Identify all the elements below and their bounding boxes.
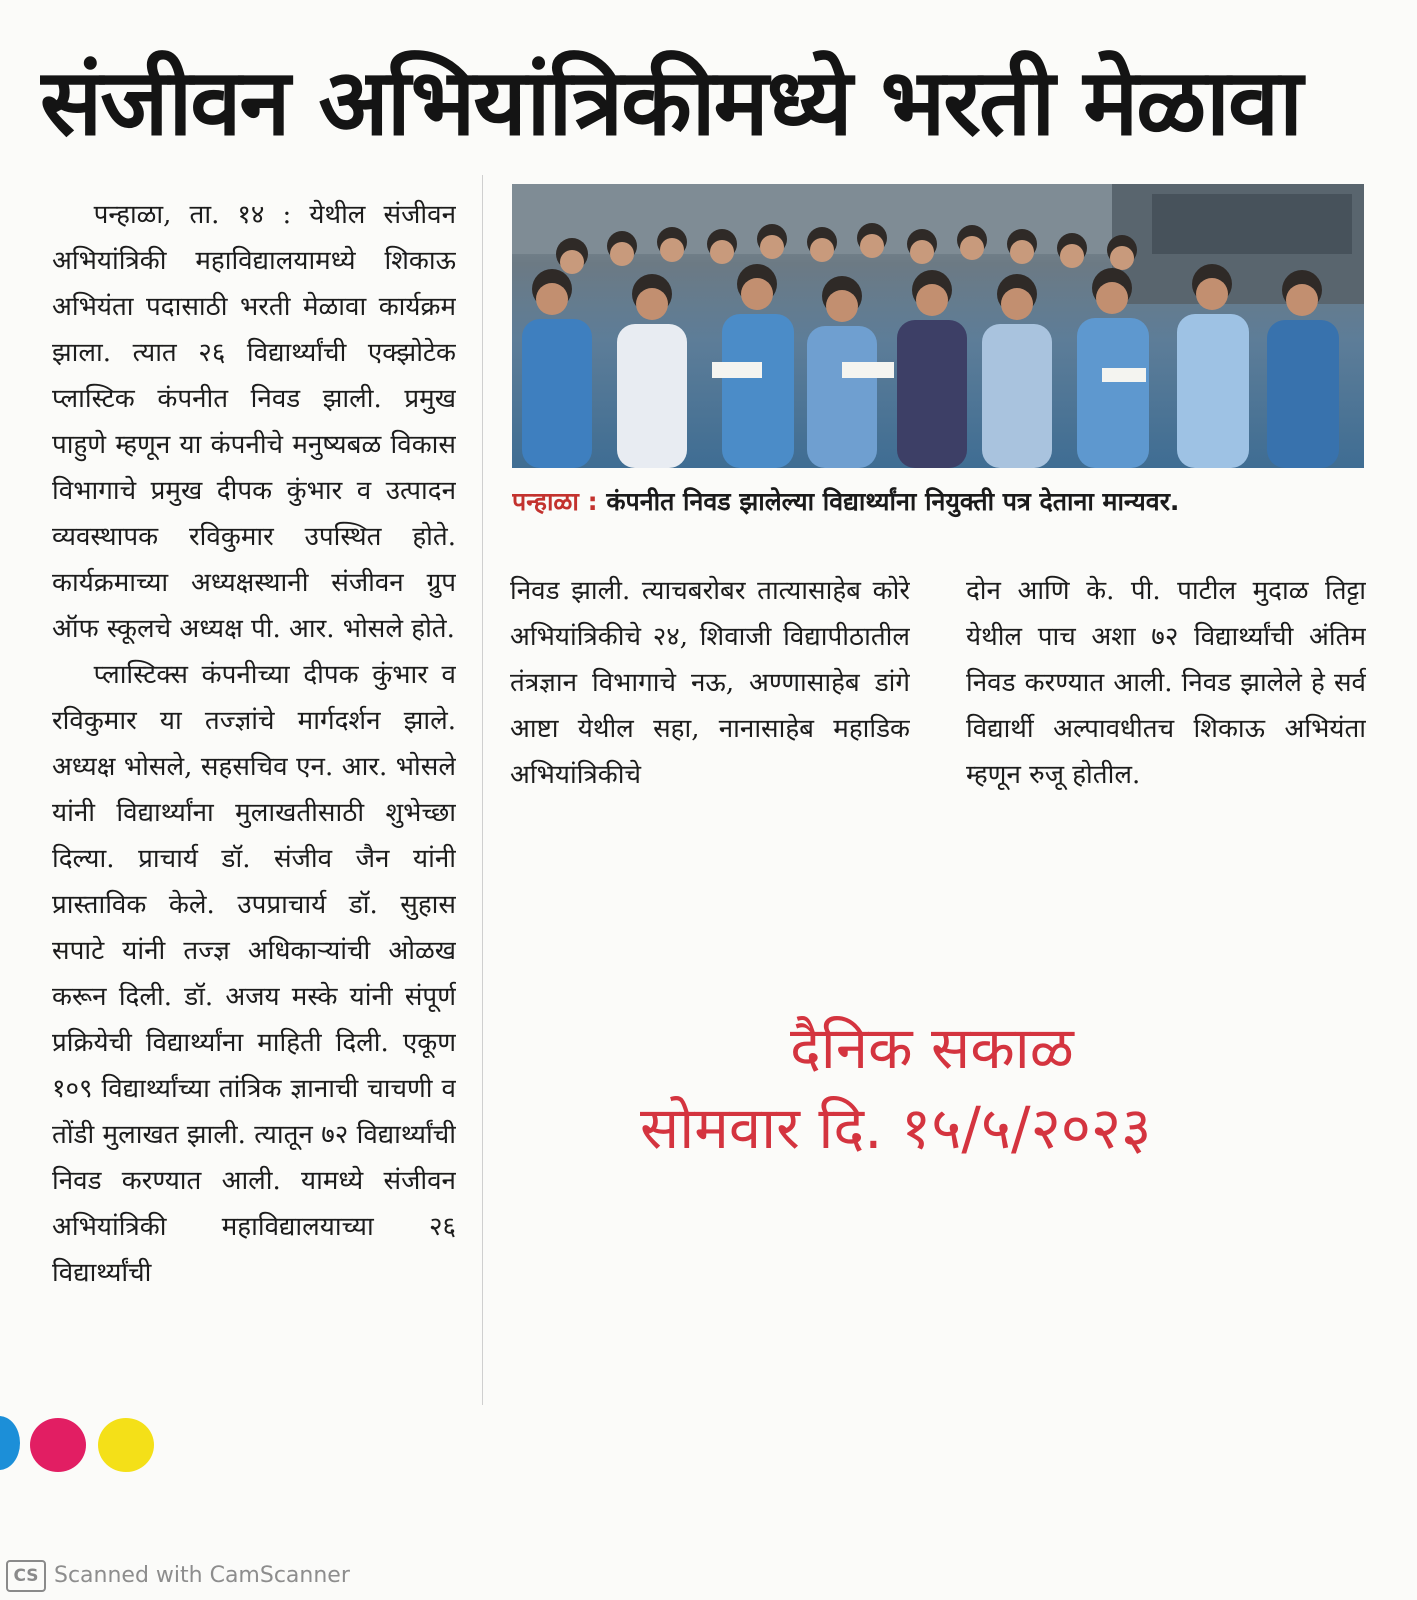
article-paragraph-1: पन्हाळा, ता. १४ : येथील संजीवन अभियांत्रिकी महाविद्यालयामध्ये शिकाऊ अभियंता पदासाठी भरती मेळावा कार्यक्रम झाला. त्यात २६ विद्यार्थ्यांची एक्झोटेक प्लास्टिक कंपनीत निवड झाली. प्रमुख पाहुणे म्हणून या कंपनीचे मनुष्यबळ विकास विभागाचे प्रमुख दीपक कुंभार व उत्पादन व्यवस्थापक रविकुमार उपस्थित होते. कार्यक्रमाच्या अध्यक्षस्थानी संजीवन ग्रुप ऑफ स्कूलचे अध्यक्ष पी. आर. भोसले होते. bbox=[52, 200, 456, 644]
photo-caption bbox=[512, 482, 1372, 522]
article-column-1 bbox=[52, 192, 456, 1404]
camscanner-watermark: Scanned with CamScanner bbox=[54, 1563, 350, 1588]
caption-text: कंपनीत निवड झालेल्या विद्यार्थ्यांना नियुक्ती पत्र देताना मान्यवर. bbox=[606, 487, 1180, 516]
registration-dot-blue bbox=[0, 1416, 20, 1470]
registration-dot-yellow bbox=[98, 1418, 154, 1472]
article-paragraph-3: निवड झाली. त्याचबरोबर तात्यासाहेब कोरे अभियांत्रिकीचे २४, शिवाजी विद्यापीठातील तंत्रज्ञान विभागाचे नऊ, अण्णासाहेब डांगे आष्टा येथील सहा, नानासाहेब महाडिक अभियांत्रिकीचे bbox=[510, 576, 910, 790]
headline: संजीवन अभियांत्रिकीमध्ये भरती मेळावा bbox=[40, 49, 1301, 156]
column-divider bbox=[482, 175, 483, 1405]
article-paragraph-2: प्लास्टिक्स कंपनीच्या दीपक कुंभार व रविकुमार या तज्ज्ञांचे मार्गदर्शन झाले. अध्यक्ष भोसले, सहसचिव एन. आर. भोसले यांनी विद्यार्थ्यांना मुलाखतीसाठी शुभेच्छा दिल्या. प्राचार्य डॉ. संजीव जैन यांनी प्रास्ताविक केले. उपप्राचार्य डॉ. सुहास सपाटे यांनी तज्ज्ञ अधिकाऱ्यांची ओळख करून दिली. डॉ. अजय मस्के यांनी संपूर्ण प्रक्रियेची विद्यार्थ्यांना माहिती दिली. एकूण १०९ विद्यार्थ्यांच्या तांत्रिक ज्ञानाची चाचणी व तोंडी मुलाखत झाली. त्यातून ७२ विद्यार्थ्यांची निवड करण्यात आली. यामध्ये संजीवन अभियांत्रिकी महाविद्यालयाच्या २६ विद्यार्थ्यांची bbox=[52, 660, 456, 1288]
stamp-date: सोमवार दि. १५/५/२०२३ bbox=[640, 1094, 1152, 1162]
registration-dot-magenta bbox=[30, 1418, 86, 1472]
stamp-newspaper-name: दैनिक सकाळ bbox=[790, 1014, 1074, 1082]
news-photo bbox=[512, 184, 1364, 468]
article-column-3 bbox=[966, 568, 1366, 800]
camscanner-logo-icon: CS bbox=[6, 1560, 46, 1592]
article-column-2 bbox=[510, 568, 910, 800]
group-photo-illustration bbox=[512, 184, 1364, 468]
caption-place: पन्हाळा : bbox=[512, 487, 598, 516]
article-paragraph-4: दोन आणि के. पी. पाटील मुदाळ तिट्टा येथील पाच अशा ७२ विद्यार्थ्यांची अंतिम निवड करण्यात आली. निवड झालेले हे सर्व विद्यार्थी अल्पावधीतच शिकाऊ अभियंता म्हणून रुजू होतील. bbox=[966, 576, 1366, 790]
